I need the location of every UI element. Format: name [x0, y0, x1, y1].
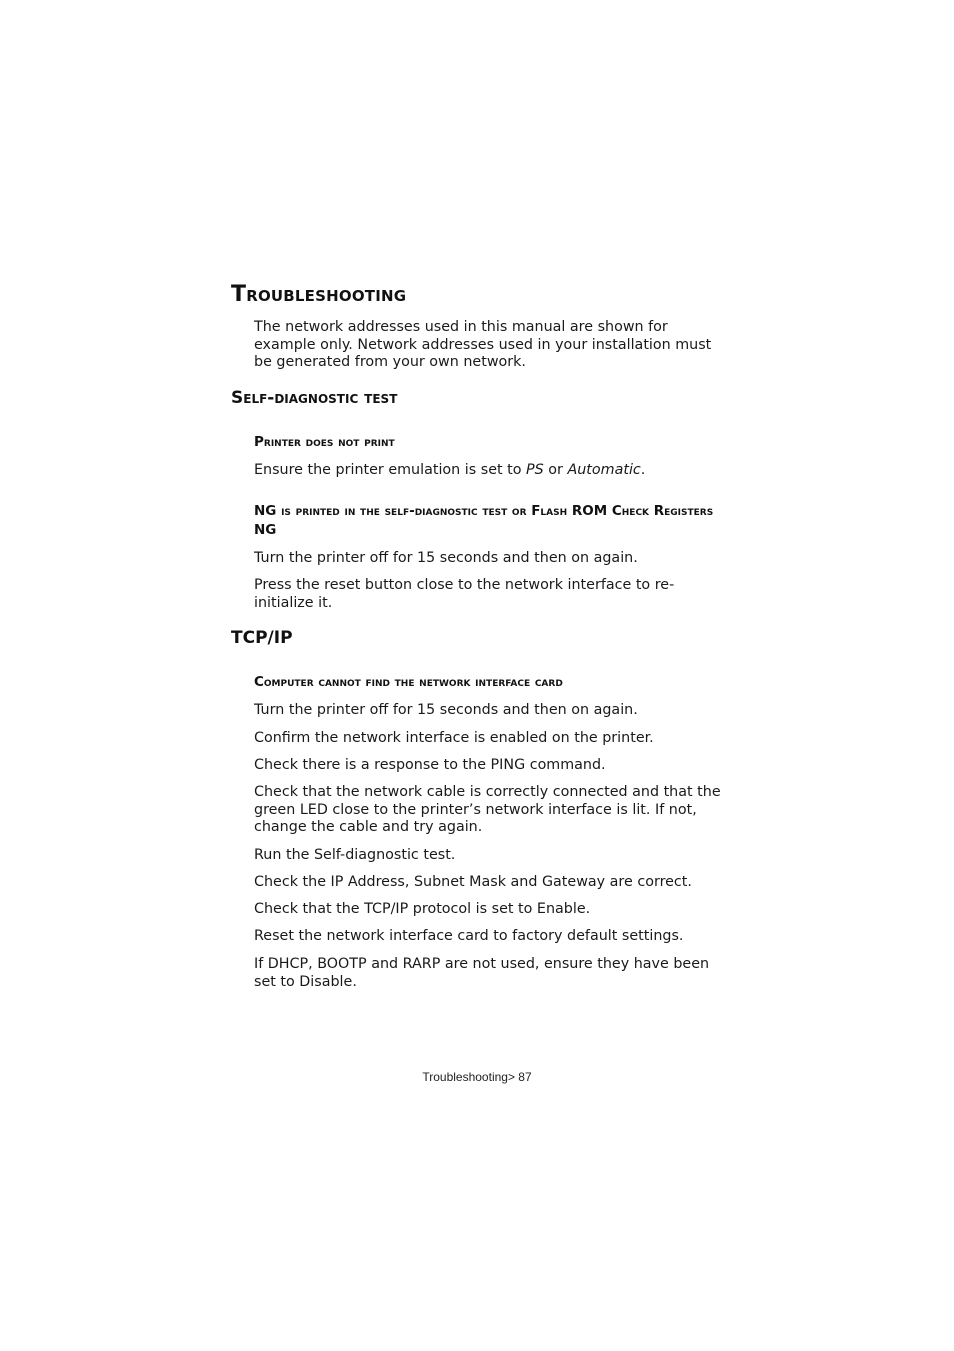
- ng-step: Turn the printer off for 15 seconds and then on again.: [254, 550, 638, 566]
- tcpip-step: Confirm the network interface is enabled on the printer.: [254, 730, 654, 746]
- tcpip-step: If DHCP, BOOTP and RARP are not used, ensure they have been set to Disable.: [254, 956, 710, 990]
- tcpip-step: Turn the printer off for 15 seconds and then on again.: [254, 702, 638, 718]
- printer-not-print-heading: Printer does not print: [254, 434, 395, 450]
- emulation-text-before: Ensure the printer emulation is set to: [254, 462, 527, 478]
- page-footer: Troubleshooting> 87: [422, 1070, 532, 1084]
- computer-cannot-find-heading: Computer cannot find the network interface card: [254, 674, 563, 690]
- emulation-automatic: Automatic: [567, 462, 641, 478]
- self-diagnostic-heading: Self-diagnostic test: [231, 388, 398, 408]
- page-title: Troubleshooting: [231, 282, 407, 307]
- emulation-text-mid: or: [543, 462, 568, 478]
- tcpip-step: Check that the network cable is correctly connected and that the green LED close to the printer’s network interface is lit. If not, change the cable and try again.: [254, 784, 721, 835]
- tcpip-step: Reset the network interface card to factory default settings.: [254, 928, 684, 944]
- tcpip-step: Run the Self-diagnostic test.: [254, 847, 456, 863]
- tcpip-step: Check the IP Address, Subnet Mask and Gateway are correct.: [254, 874, 692, 890]
- emulation-ps: PS: [526, 462, 544, 478]
- tcpip-heading: TCP/IP: [231, 628, 293, 648]
- emulation-text-after: .: [640, 462, 646, 478]
- emulation-paragraph: [254, 462, 724, 480]
- ng-step: Press the reset button close to the network interface to re-initialize it.: [254, 577, 675, 611]
- tcpip-step: Check that the TCP/IP protocol is set to Enable.: [254, 901, 591, 917]
- tcpip-step: Check there is a response to the PING command.: [254, 757, 606, 773]
- ng-printed-heading: NG is printed in the self-diagnostic test or Flash ROM Check Registers NG: [254, 503, 714, 538]
- intro-paragraph: The network addresses used in this manual are shown for example only. Network addresses used in your installation must be generated from your own network.: [254, 319, 712, 370]
